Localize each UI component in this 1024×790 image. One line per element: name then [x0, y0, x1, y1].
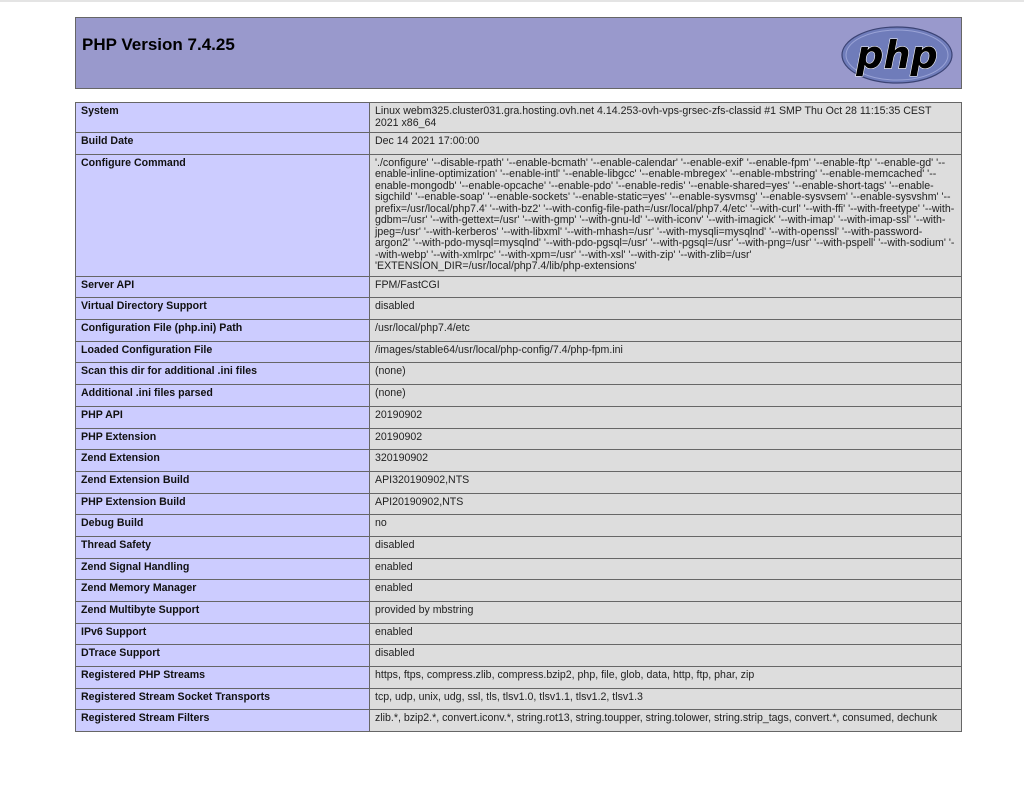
table-row — [76, 154, 962, 276]
row-value: disabled — [370, 645, 962, 667]
table-row — [76, 645, 962, 667]
row-label: Registered PHP Streams — [76, 667, 370, 689]
row-value: enabled — [370, 580, 962, 602]
table-row — [76, 385, 962, 407]
row-value: disabled — [370, 298, 962, 320]
row-label: Zend Multibyte Support — [76, 602, 370, 624]
info-table — [75, 102, 962, 732]
row-value: /usr/local/php7.4/etc — [370, 320, 962, 342]
row-label: Zend Signal Handling — [76, 558, 370, 580]
page-header — [75, 17, 962, 89]
row-label: Configure Command — [76, 154, 370, 276]
row-label: Thread Safety — [76, 536, 370, 558]
table-row — [76, 133, 962, 155]
table-row — [76, 602, 962, 624]
row-value: no — [370, 515, 962, 537]
row-value: 320190902 — [370, 450, 962, 472]
table-row — [76, 320, 962, 342]
row-value: 20190902 — [370, 406, 962, 428]
row-value: './configure' '--disable-rpath' '--enable-bcmath' '--enable-calendar' '--enable-exif' '--enable-fpm' '--enable-ftp' '--enable-gd' '--enable-inline-optimization' '--enable-intl' '--enable-libgcc' '--enable-mbregex' '--enable-mbstring' '--enable-memcached' '--enable-mongodb' '--enable-opcache' '--enable-pdo' '--enable-redis' '--enable-shared=yes' '--enable-short-tags' '--enable-sigchild' '--enable-soap' '--enable-sockets' '--enable-static=yes' '--enable-sysvmsg' '--enable-sysvsem' '--enable-sysvshm' '--prefix=/usr/local/php7.4' '--with-bz2' '--with-config-file-path=/usr/local/php7.4/etc' '--with-curl' '--with-ffi' '--with-freetype' '--with-gdbm=/usr' '--with-gettext=/usr' '--with-gmp' '--with-gnu-ld' '--with-iconv' '--with-imagick' '--with-imap' '--with-imap-ssl' '--with-jpeg=/usr' '--with-kerberos' '--with-libxml' '--with-mhash=/usr' '--with-mysqli=mysqlnd' '--with-openssl' '--with-password-argon2' '--with-pdo-mysql=mysqlnd' '--with-pdo-pgsql=/usr' '--with-pgsql=/usr' '--with-png=/usr' '--with-pspell' '--with-sodium' '--with-webp' '--with-xmlrpc' '--with-xpm=/usr' '--with-xsl' '--with-zip' '--with-zlib=/usr' 'EXTENSION_DIR=/usr/local/php7.4/lib/php-extensions' — [370, 154, 962, 276]
row-label: Loaded Configuration File — [76, 341, 370, 363]
row-value: FPM/FastCGI — [370, 276, 962, 298]
row-label: Server API — [76, 276, 370, 298]
row-label: Registered Stream Filters — [76, 710, 370, 732]
row-label: PHP Extension Build — [76, 493, 370, 515]
table-row — [76, 450, 962, 472]
table-row — [76, 428, 962, 450]
row-label: Zend Memory Manager — [76, 580, 370, 602]
table-row — [76, 341, 962, 363]
table-row — [76, 471, 962, 493]
row-label: Zend Extension — [76, 450, 370, 472]
phpinfo-container — [75, 17, 962, 725]
row-value: 20190902 — [370, 428, 962, 450]
php-logo[interactable] — [840, 25, 954, 85]
table-row — [76, 667, 962, 689]
top-divider — [0, 0, 1024, 2]
row-value: (none) — [370, 385, 962, 407]
row-value: https, ftps, compress.zlib, compress.bzip2, php, file, glob, data, http, ftp, phar, zip — [370, 667, 962, 689]
table-row — [76, 103, 962, 133]
table-row — [76, 493, 962, 515]
row-label: Zend Extension Build — [76, 471, 370, 493]
row-label: Debug Build — [76, 515, 370, 537]
row-value: (none) — [370, 363, 962, 385]
row-value: /images/stable64/usr/local/php-config/7.4/php-fpm.ini — [370, 341, 962, 363]
table-row — [76, 536, 962, 558]
row-value: API20190902,NTS — [370, 493, 962, 515]
row-label: System — [76, 103, 370, 133]
row-value: disabled — [370, 536, 962, 558]
table-row — [76, 558, 962, 580]
row-value: Linux webm325.cluster031.gra.hosting.ovh.net 4.14.253-ovh-vps-grsec-zfs-classid #1 SMP Thu Oct 28 11:15:35 CEST 2021 x86_64 — [370, 103, 962, 133]
table-row — [76, 580, 962, 602]
row-value: zlib.*, bzip2.*, convert.iconv.*, string.rot13, string.toupper, string.tolower, string.strip_tags, convert.*, consumed, dechunk — [370, 710, 962, 732]
table-row — [76, 406, 962, 428]
row-value: enabled — [370, 623, 962, 645]
table-row — [76, 710, 962, 732]
table-row — [76, 623, 962, 645]
row-label: PHP API — [76, 406, 370, 428]
table-row — [76, 515, 962, 537]
table-row — [76, 298, 962, 320]
row-label: Additional .ini files parsed — [76, 385, 370, 407]
php-logo-text: php — [856, 33, 938, 77]
row-label: PHP Extension — [76, 428, 370, 450]
row-label: Scan this dir for additional .ini files — [76, 363, 370, 385]
row-value: Dec 14 2021 17:00:00 — [370, 133, 962, 155]
row-label: DTrace Support — [76, 645, 370, 667]
row-label: Build Date — [76, 133, 370, 155]
row-value: API320190902,NTS — [370, 471, 962, 493]
row-label: Registered Stream Socket Transports — [76, 688, 370, 710]
row-label: Configuration File (php.ini) Path — [76, 320, 370, 342]
row-value: provided by mbstring — [370, 602, 962, 624]
table-row — [76, 276, 962, 298]
row-label: IPv6 Support — [76, 623, 370, 645]
row-value: enabled — [370, 558, 962, 580]
row-label: Virtual Directory Support — [76, 298, 370, 320]
page-title: PHP Version 7.4.25 — [82, 35, 235, 54]
table-row — [76, 363, 962, 385]
row-value: tcp, udp, unix, udg, ssl, tls, tlsv1.0, tlsv1.1, tlsv1.2, tlsv1.3 — [370, 688, 962, 710]
table-row — [76, 688, 962, 710]
